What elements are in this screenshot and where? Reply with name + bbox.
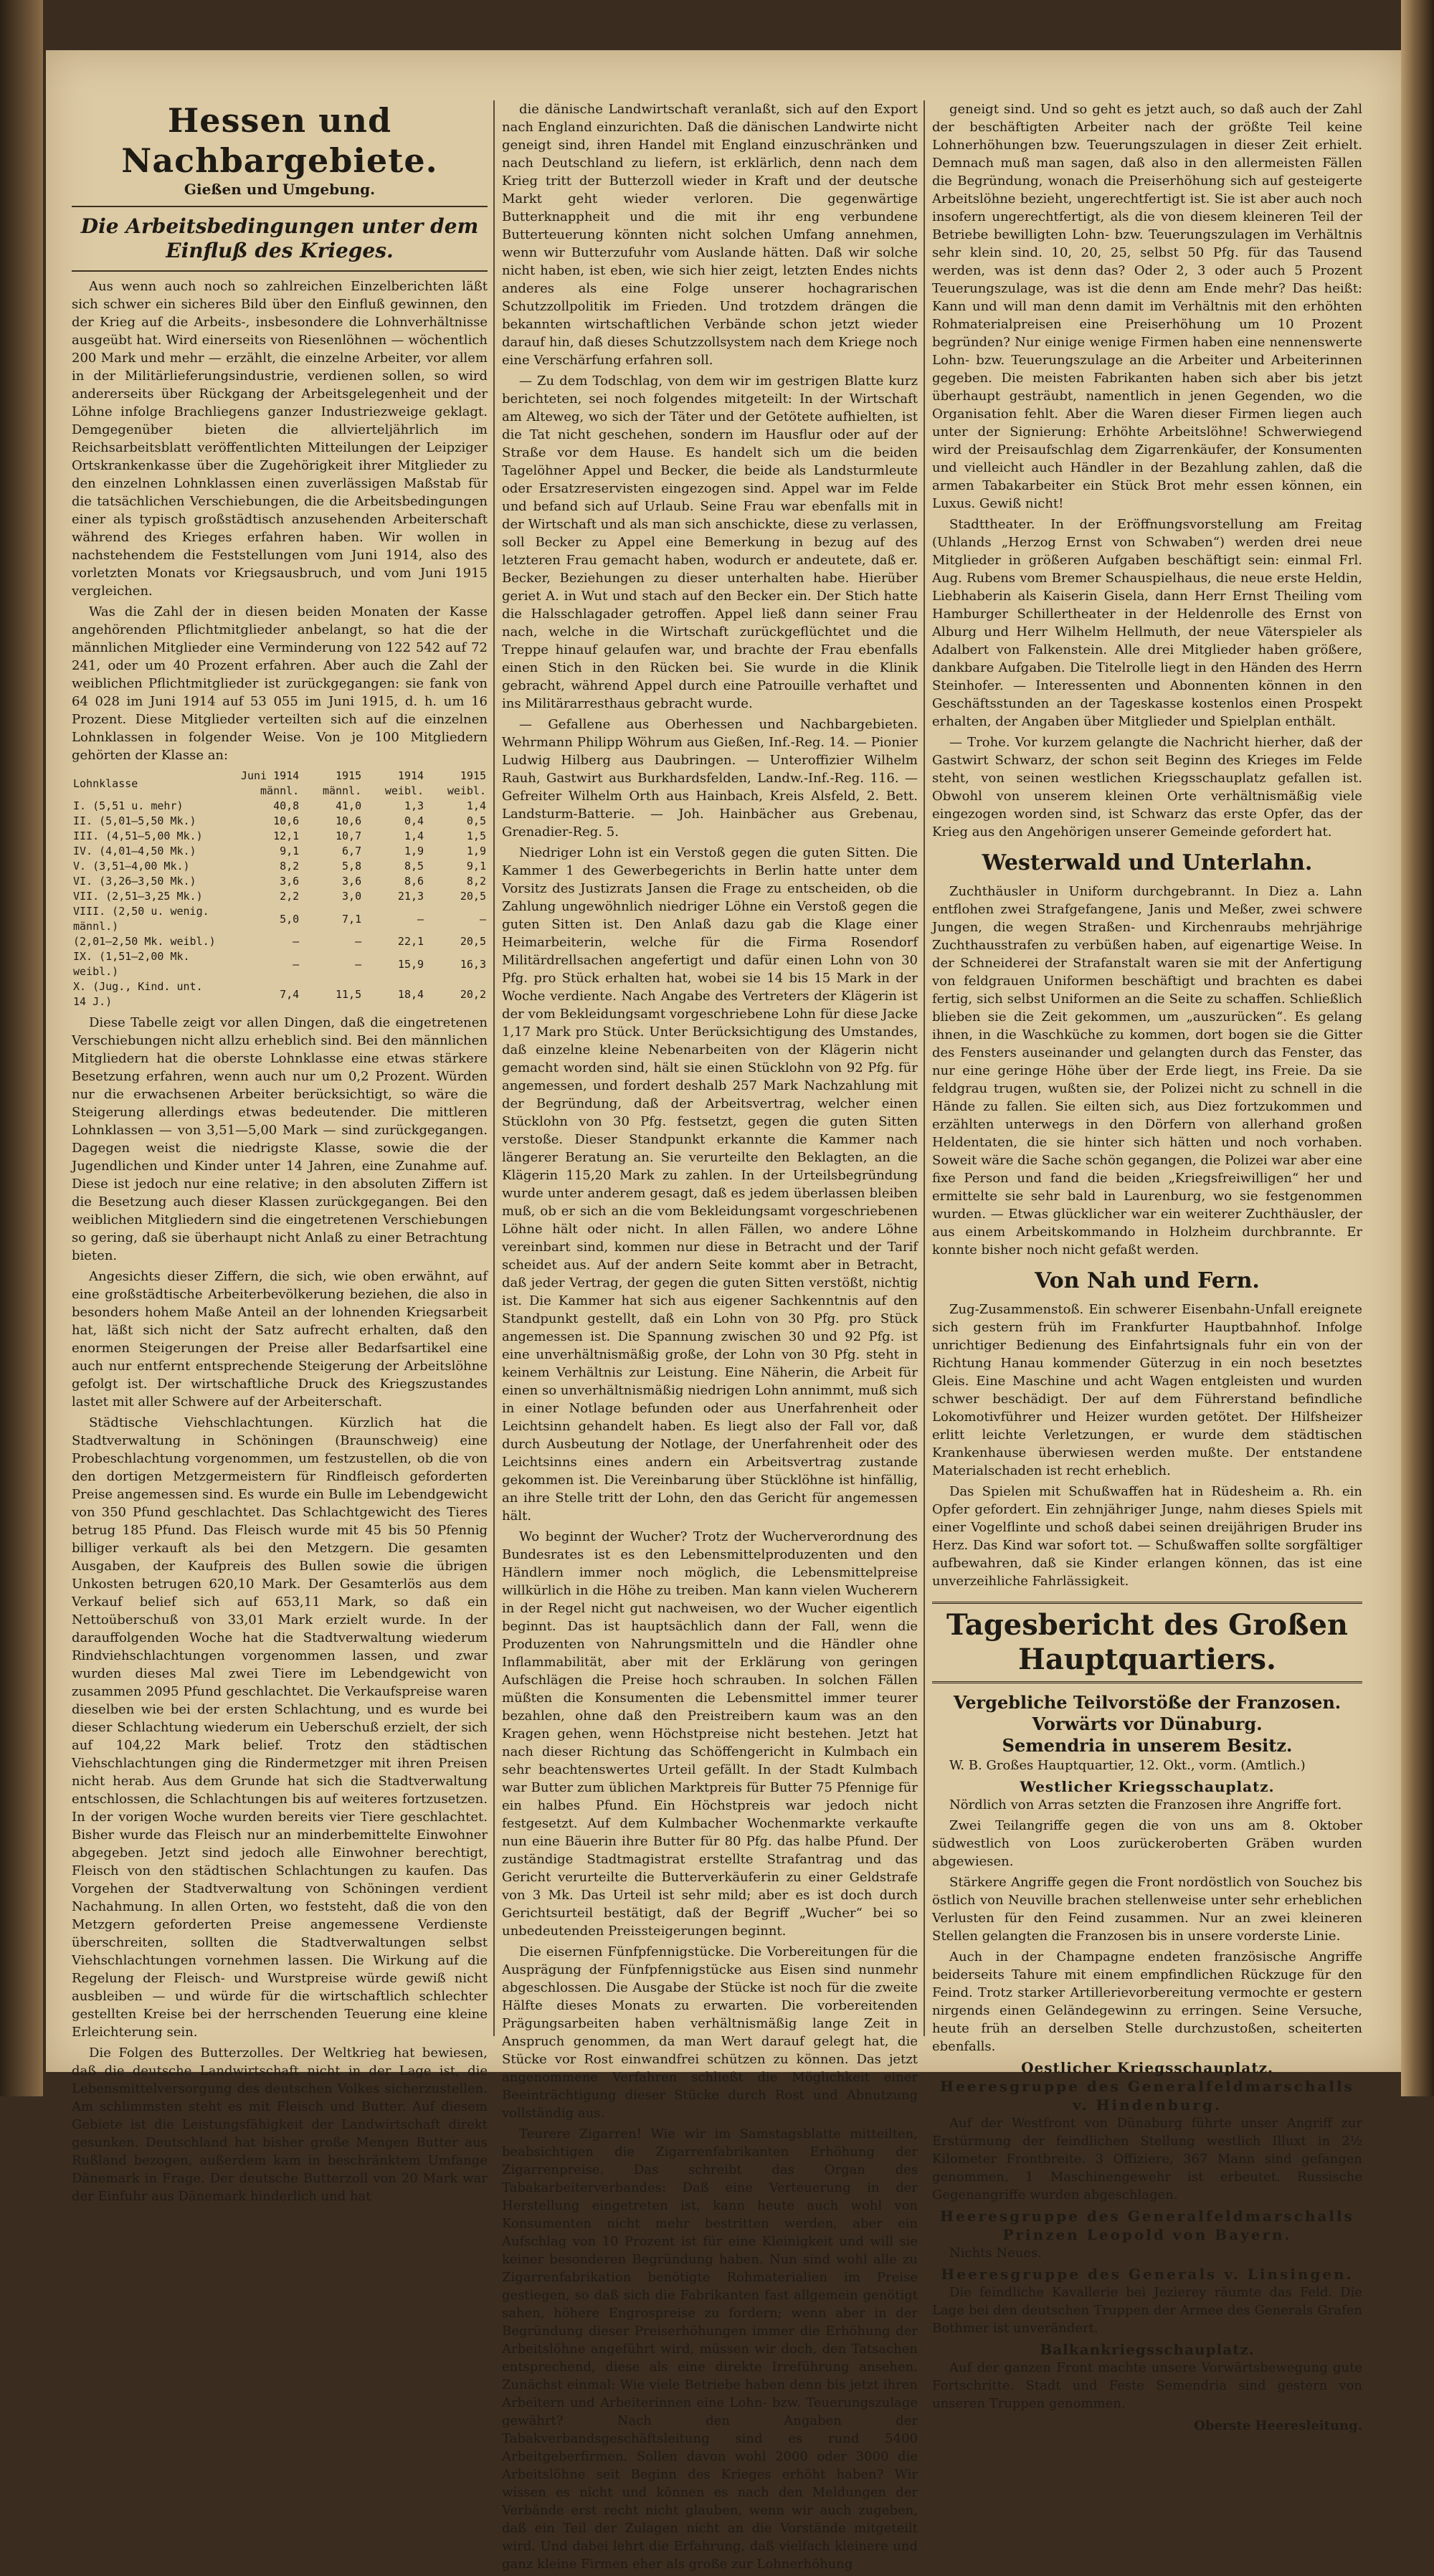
table-cell: II. (5,01—5,50 Mk.)	[73, 814, 196, 827]
report-headline: Vergebliche Teilvorstöße der Franzosen.	[953, 1692, 1342, 1713]
article-paragraph: Aus wenn auch noch so zahlreichen Einzelberichten läßt sich schwer ein sicheres Bild über den Einfluß gewinnen, den der Krieg auf die Arbeits-, insbesondere die Lohnverhältnisse ausgeübt hat. Wird einerseits von Riesenlöhnen — wöchentlich 200 Mark und mehr — erzählt, die einzelne Arbeiter, vor allem in der Militärlieferungsindustrie, verdienen sollen, so wird andererseits über Rückgang der Arbeitsgelegenheit und der Löhne infolge Brachliegens ganzer Industriezweige geklagt. Demgegenüber bieten die allvierteljährlich im Reichsarbeitsblatt veröffentlichten Mitteilungen der Leipziger Ortskrankenkasse über die Zugehörigkeit ihrer Mitglieder zu den einzelnen Lohnklassen einen zuverlässigen Maßstab für die tatsächlichen Verschiebungen, die die Arbeitsbedingungen einer als typisch großstädtisch anzusehenden Arbeiterschaft während des Krieges erfahren haben. Wir wollen in nachstehendem die Feststellungen vom Juni 1914, also des vorletzten Monats vor Kriegsausbruch, und vom Juni 1915 vergleichen.	[72, 279, 488, 599]
article-paragraph: Zuchthäusler in Uniform durchgebrannt. In Diez a. Lahn entflohen zwei Strafgefangene, Janis und Meßer, zwei schwere Jungen, die wegen Straßen- und Kirchenraubs mehrjährige Zuchthausstrafen zu verbüßen haben, auf eigenartige Weise. In der Schneiderei der Strafanstalt waren sie mit der Anfertigung von feldgrauen Uniformen beschäftigt und brachten es dabei fertig, sich selbst Uniformen an die Seite zu schaffen. Schließlich blieben sie die Zeit gekommen, um „auszurücken“. Es gelang ihnen, in die Waschküche zu kommen, dort bogen sie die Gitter des Fensters auseinander und gelangten durch das Fenster, das nur eine geringe Höhe über der Erde liegt, ins Freie. Da sie feldgrau trugen, wußten sie, der Polizei nicht zu schnell in die Hände zu fallen. Sie eilten sich, aus Diez fortzukommen und erzählten unterwegs in den Dörfern von allerhand großen Heldentaten, die sie hinter sich hätten und noch vorhaben. Soweit wäre die Sache schön gegangen, die Polizei war aber eine fixe Person und fand die beiden „Kriegsfreiwilligen“ her und ermittelte sie sehr bald in Laurenburg, wo sie festgenommen wurden. — Etwas glücklicher war ein weiterer Zuchthäusler, der aus einem Arbeitskommando in Holzheim durchbrannte. Er konnte bisher noch nicht gefaßt werden.	[932, 884, 1362, 1258]
table-header: 1914 weibl.	[384, 769, 424, 797]
article-paragraph: Die Folgen des Butterzolles. Der Weltkrieg hat bewiesen, daß die deutsche Landwirtschaft nicht in der Lage ist, die Lebensmittelversorgung des deutschen Volkes sicherzustellen. Am schlimmsten steht es mit Fleisch und Butter. Auf diesem Gebiete ist die Leistungsfähigkeit der Landwirtschaft direkt gesunken. Deutschland hat bisher große Mengen Butter aus Rußland bezogen, außerdem kam in beschränktem Umfange Dänemark in Frage. Der deutsche Butterzoll von 20 Mark war der Einfuhr aus Dänemark hinderlich und hat	[72, 2045, 488, 2204]
report-headline: Vorwärts vor Dünaburg.	[1032, 1714, 1263, 1734]
table-cell: 6,7	[342, 845, 362, 857]
article-paragraph: die dänische Landwirtschaft veranlaßt, sich auf den Export nach England einzurichten. Daß die dänischen Landwirte nicht geneigt sind, ihren Handel mit England einzuschränken und nach Deutschland zu liefern, ist erklärlich, denn nach dem Krieg tritt der Butterzoll wieder in Kraft und der deutsche Markt geht wieder verloren. Die gegenwärtige Butterknappheit und die mit ihr eng verbundene Butterteuerung könnten nicht solchen Umfang annehmen, wenn wir Butterzufuhr vom Auslande hätten. Daß wir solche nicht haben, ist eben, wie sich hier zeigt, letzten Endes nichts anderes als eine Folge unserer hochagrarischen Schutzzollpolitik im Frieden. Und trotzdem drängen die bekannten wirtschaftlichen Verbände schon jetzt wieder darauf hin, daß dieses Schutzzollsystem nach dem Kriege noch eine Verschärfung erfahren soll.	[502, 102, 918, 368]
column-divider	[923, 100, 925, 2036]
article-paragraph: Zug-Zusammenstoß. Ein schwerer Eisenbahn-Unfall ereignete sich gestern früh im Frankfurter Hauptbahnhof. Infolge unrichtiger Bedienung des Einfahrtsignals fuhr ein von der Richtung Hanau kommender Güterzug in ein noch besetztes Gleis. Eine Maschine und acht Wagen entgleisten und wurden schwer beschädigt. Der auf dem Führerstand befindliche Lokomotivführer und Heizer wurden getötet. Der Hilfsheizer erlitt leichte Verletzungen, er wurde dem städtischen Krankenhause überwiesen werden mußte. Der entstandene Materialschaden ist recht erheblich.	[932, 1302, 1362, 1478]
table-cell: 41,0	[336, 799, 362, 812]
report-headline: Semendria in unserem Besitz.	[1002, 1735, 1293, 1756]
report-paragraph: Auf der Westfront von Dünaburg führte unser Angriff zur Erstürmung der feindlichen Stellung westlich Illuxt in 2½ Kilometer Frontbreite. 3 Offiziere, 367 Mann sind gefangen genommen, 1 Maschinengewehr ist erbeutet. Russische Gegenangriffe wurden abgeschlagen.	[932, 2116, 1362, 2202]
table-row	[72, 829, 488, 844]
table-cell: I. (5,51 u. mehr)	[73, 799, 184, 812]
table-header: Juni 1914 männl.	[240, 769, 300, 797]
column-divider	[493, 100, 495, 2036]
article-paragraph: Stadttheater. In der Eröffnungsvorstellung am Freitag (Uhlands „Herzog Ernst von Schwaben“) werden drei neue Mitglieder in größeren Aufgaben beschäftigt sein: einmal Frl. Aug. Rubens vom Bremer Schauspielhaus, die neue erste Heldin, Liebhaberin als Kaiserin Gisela, dann Herr Ernst Theiling vom Hamburger Schillertheater in der Heldenrolle des Ernst von Alburg und Herr Wilhelm Hellmuth, der neue Väterspieler als Adalbert von Falkenstein. Alle drei Mitglieder haben größere, dankbare Aufgaben. Die Titelrolle liegt in den Händen des Herrn Steinhofer. — Interessenten und Abonnenten können in den Geschäftsstunden an der Tageskasse kostenlos einen Prospekt erhalten, der Angaben über Mitglieder und Spielplan enthält.	[932, 517, 1362, 729]
article-paragraph: — Zu dem Todschlag, von dem wir im gestrigen Blatte kurz berichteten, sei noch folgendes mitgeteilt: In der Wirtschaft am Alteweg, wo sich der Täter und der Getötete aufhielten, ist die Tat nicht geschehen, sondern im Hausflur oder auf der Straße vor dem Hause. Es handelt sich um die beiden Tagelöhner Appel und Becker, die beide als Landsturmleute oder Ersatzreservisten eingezogen sind. Appel war im Felde und befand sich auf Urlaub. Seine Frau war ebenfalls mit in der Wirtschaft und als man sich anschickte, diese zu verlassen, soll Becker zu Appel eine Bemerkung in bezug auf des letzteren Frau gemacht haben, wodurch er andeutete, daß er. Becker, Beziehungen zu dieser unterhalten habe. Hierüber geriet A. in Wut und stach auf den Becker ein. Der Stich hatte die Halsschlagader getroffen. Appel ließ dann seiner Frau nach, welche in die Wirtschaft zurückgeflüchtet und die Treppe hinauf gelaufen war, und brachte der Frau ebenfalls einen Stich in den Rücken bei. Sie wurde in die Klinik gebracht, während Appel durch eine Patrouille verhaftet und ins Militärarresthaus gebracht wurde.	[502, 374, 918, 711]
table-cell: 1,3	[404, 799, 424, 812]
article-paragraph: Angesichts dieser Ziffern, die sich, wie oben erwähnt, auf eine großstädtische Arbeiterbevölkerung beziehen, die also in besonders hohem Maße Anteil an der lohnenden Kriegsarbeit hat, läßt sich nicht der Satz aufrecht erhalten, daß den enormen Steigerungen der Preise aller Bedarfsartikel eine auch nur entfernt entsprechende Steigerung der Arbeitslöhne gefolgt ist. Der wirtschaftliche Druck des Kriegszustandes lastet mit aller Schwere auf der Arbeiterschaft.	[72, 1269, 488, 1410]
table-cell: 1,9	[404, 845, 424, 857]
table-row	[72, 979, 488, 1009]
table-cell: 10,6	[273, 814, 300, 827]
table-cell: 7,4	[280, 987, 300, 1001]
article-paragraph: Die eisernen Fünfpfennigstücke. Die Vorbereitungen für die Ausprägung der Fünfpfennigstücke aus Eisen sind nunmehr abgeschlossen. Die Ausgabe der Stücke ist noch für die zweite Hälfte dieses Monats zu erwarten. Die vorbereitenden Prägungsarbeiten haben verhältnismäßig lange Zeit in Anspruch genommen, da man Wert darauf gelegt hat, die Stücke vor Rost einwandfrei schützen zu können. Das jetzt angenommene Verfahren schließt die Möglichkeit einer Beeinträchtigung dieser Stücke durch Rost und Abnutzung vollständig aus.	[502, 1944, 918, 2121]
table-cell: IV. (4,01—4,50 Mk.)	[73, 845, 196, 857]
table-cell: III. (4,51—5,00 Mk.)	[73, 830, 203, 842]
report-army-group: Heeresgruppe des Generalfeldmarschalls v. Hindenburg.	[940, 2078, 1354, 2114]
daily-report-title: Tagesbericht des Großen Hauptquartiers.	[932, 1602, 1362, 1683]
article-paragraph: Niedriger Lohn ist ein Verstoß gegen die guten Sitten. Die Kammer 1 des Gewerbegerichts in Berlin hatte unter dem Vorsitz des Justizrats Jansen die Frage zu entscheiden, ob die Zahlung ungewöhnlich niedriger Löhne ein Verstoß gegen die guten Sitten ist. Den Anlaß dazu gab die Klage einer Heimarbeiterin, welche für die Firma Rosendorf Militärdrellsachen angefertigt und dafür einen Lohn von 30 Pfg. pro Stück erhalten hat, wobei sie 14 bis 15 Mark in der Woche verdiente. Nach Angabe des Vertreters der Klägerin ist der vom Bekleidungsamt vorgeschriebene Lohn für diese Jacke 1,17 Mark pro Stück. Unter Berücksichtigung des Umstandes, daß einzelne kleine Nebenarbeiten von der Klägerin nicht gemacht worden sind, hält sie einen Stücklohn von 92 Pfg. für angemessen, und fordert deshalb 257 Mark Nachzahlung mit der Begründung, daß der Arbeitsvertrag, welcher einen Stücklohn von 30 Pfg. festsetzt, gegen die guten Sitten verstoße. Dieser Standpunkt erkannte die Kammer nach längerer Beratung an. Sie verurteilte den Beklagten, an die Klägerin 115,20 Mark zu zahlen. In der Urteilsbegründung wurde unter anderem gesagt, daß es jedem überlassen bleiben muß, ob er sich an die vom Bekleidungsamt vorgeschriebenen Löhne hält oder nicht. In allen Fällen, wo andere Löhne vereinbart sind, kommen nur diese in Betracht und der Tarif scheidet aus. Auf der andern Seite kommt aber in Betracht, daß jeder Vertrag, der gegen die guten Sitten verstößt, nichtig ist. Die Kammer hat sich aus eigener Sachkenntnis auf den Standpunkt gestellt, daß ein Lohn von 30 Pfg. pro Stück angemessen ist. Die Spannung zwischen 30 und 92 Pfg. ist eine unverhältnismäßig große, der Lohn von 30 Pfg. steht in keinem Verhältnis zur Leistung. Eine Näherin, die Arbeit für einen so unverhältnismäßig niedrigen Lohn annimmt, muß sich in einer Notlage befunden oder aus Unerfahrenheit oder Leichtsinn gehandelt haben. Es liegt also der Fall vor, daß durch Ausbeutung der Notlage, der Unerfahrenheit oder des Leichtsinns eines andern ein Arbeitsvertrag zustande gekommen ist. Die Vereinbarung über Stücklöhne ist hinfällig, an ihre Stelle tritt der Lohn, den das Gericht für angemessen hält.	[502, 845, 918, 1524]
report-army-group: Heeresgruppe des Generals v. Linsingen.	[941, 2266, 1354, 2283]
article-paragraph: Wo beginnt der Wucher? Trotz der Wucherverordnung des Bundesrates ist es den Lebensmittelproduzenten und den Händlern immer noch möglich, die Lebensmittelpreise willkürlich in die Höhe zu treiben. Man kann vielen Wucherern in der Regel nicht gut nachweisen, wo der Wucher eigentlich beginnt. Das ist hauptsächlich dann der Fall, wenn die Produzenten von Nahrungsmitteln und die Händler ohne Inflammabilität, aber mit der Erklärung von geringen Aufschlägen die Preise hoch schrauben. In solchen Fällen müßten die Konsumenten die Lebensmittel immer teurer bezahlen, ohne daß den Preistreibern kaum was an den Kragen gehen, wenn Höchstpreise nicht bestehen. Jetzt hat nach dieser Richtung das Schöffengericht in Kulmbach ein sehr beachtenswertes Urteil gefällt. In der Stadt Kulmbach war Butter zum üblichen Marktpreis für Butter 75 Pfennige für ein halbes Pfund. Ein Höchstpreis war jedoch nicht festgesetzt. Auf dem Kulmbacher Wochenmarkte verkaufte nun eine Bäuerin ihre Butter für 80 Pfg. das halbe Pfund. Der zuständige Stadtmagistrat erstellte Strafantrag und das Gericht verurteilte die Butterverkäuferin zu einer Geldstrafe von 3 Mk. Das Urteil ist sehr mild; aber es ist doch durch Gerichtsurteil bestätigt, daß der Begriff „Wucher“ bei so unbedeutenden Preissteigerungen beginnt.	[502, 1529, 918, 1939]
table-cell: 7,1	[342, 912, 362, 926]
report-paragraph: Nördlich von Arras setzten die Franzosen ihre Angriffe fort.	[949, 1797, 1342, 1812]
table-cell: 21,3	[397, 890, 424, 903]
table-header-row	[72, 769, 488, 799]
report-paragraph: Zwei Teilangriffe gegen die von uns am 8. Oktober südwestlich von Loos zurückeroberten Gräben wurden abgewiesen.	[932, 1818, 1362, 1869]
newspaper-page	[46, 50, 1401, 2572]
column-2	[502, 100, 918, 2576]
binding-edge-left	[0, 0, 43, 2096]
report-subheading: Oestlicher Kriegsschauplatz.	[1021, 2059, 1273, 2076]
table-cell: (2,01—2,50 Mk. weibl.)	[73, 935, 216, 948]
column-3	[932, 100, 1362, 2435]
table-cell: 1,9	[466, 845, 486, 857]
table-row	[72, 874, 488, 889]
table-row	[72, 904, 488, 934]
column-1	[72, 100, 488, 2208]
table-header: 1915 männl.	[322, 769, 362, 797]
table-header: Lohnklasse	[73, 776, 138, 790]
table-cell: 1,4	[466, 799, 486, 812]
table-cell: 2,2	[280, 890, 300, 903]
report-dateline: W. B. Großes Hauptquartier, 12. Okt., vorm. (Amtlich.)	[949, 1758, 1306, 1773]
table-cell: 9,1	[466, 860, 486, 873]
table-cell: 8,2	[466, 875, 486, 888]
table-cell: 40,8	[273, 799, 300, 812]
report-paragraph: Auf der ganzen Front machte unsere Vorwärtsbewegung gute Fortschritte. Stadt und Feste Semendria sind gestern von unseren Truppen genommen.	[932, 2360, 1362, 2411]
article-paragraph: — Gefallene aus Oberhessen und Nachbargebieten. Wehrmann Philipp Wöhrum aus Gießen, Inf.-Reg. 14. — Pionier Ludwig Hilberg aus Daubringen. — Unteroffizier Wilhelm Rauh, Gastwirt aus Burkhardsfelden, Landw.-Inf.-Reg. 116. — Gefreiter Wilhelm Orth aus Hainbach, Kreis Alsfeld, 2. Bett. Landsturm-Batterie. — Joh. Hainbächer aus Grebenau, Grenadier-Reg. 5.	[502, 717, 918, 840]
table-cell: 22,1	[397, 935, 424, 948]
article-paragraph: Das Spielen mit Schußwaffen hat in Rüdesheim a. Rh. ein Opfer gefordert. Ein zehnjähriger Junge, nahm dieses Spiels mit einer Vogelflinte und schoß dabei seinen dreijährigen Bruder ins Herz. Das Kind war sofort tot. — Schußwaffen sollte sorgfältiger aufbewahren, daß sie Kinder erlangen können, das ist eine unverzeihliche Fahrlässigkeit.	[932, 1484, 1362, 1589]
table-cell: —	[479, 912, 486, 926]
article-paragraph: — Trohe. Vor kurzem gelangte die Nachricht hierher, daß der Gastwirt Schwarz, der schon seit Beginn des Krieges im Felde steht, von seinen westlichen Kriegsschauplatz gefallen ist. Obwohl von unserem kleinen Orte verhältnismäßig viele eingezogen worden sind, ist Schwarz das erste Opfer, das der Krieg aus den Angehörigen unserer Gemeinde gefordert hat.	[932, 735, 1362, 840]
article-headline: Die Arbeitsbedingungen unter dem Einfluß des Krieges.	[80, 214, 479, 262]
article-paragraph: Städtische Viehschlachtungen. Kürzlich hat die Stadtverwaltung in Schöningen (Braunschweig) eine Probeschlachtung vorgenommen, um festzustellen, ob die von den dortigen Metzgermeistern für Rindfleisch geforderten Preise angemessen sind. Es wurde ein Bulle im Lebendgewicht von 350 Pfund geschlachtet. Das Schlachtgewicht des Tieres betrug 185 Pfund. Das Fleisch wurde mit 45 bis 50 Pfennig billiger verkauft als bei den Metzgern. Die gesamten Ausgaben, der Kaufpreis des Bullen sowie die übrigen Unkosten betrugen 620,10 Mark. Der Gesamterlös aus dem Verkauf belief sich auf 653,11 Mark, so daß ein Nettoüberschuß von 33,01 Mark erzielt wurde. In der darauffolgenden Woche hat die Stadtverwaltung wiederum Rindviehschlachtungen vorgenommen lassen, und zwar wurden dieses Mal zwei Tiere im Lebendgewicht von zusammen 2095 Pfund geschlachtet. Die Verkaufspreise waren dieselben wie bei der ersten Schlachtung, und es wurde bei dieser Schlachtung wiederum ein Ueberschuß erzielt, der sich auf 104,22 Mark belief. Trotz den städtischen Viehschlachtungen ging die Rindermetzger mit ihren Preisen nicht herab. Aus dem Grunde hat sich die Stadtverwaltung entschlossen, die Schlachtungen bis auf weiteres fortzusetzen. In der vorigen Woche wurden bereits vier Tiere geschlachtet. Bisher wurde das Fleisch nur an minderbemittelte Einwohner abgegeben. Jetzt sind jedoch alle Einwohner berechtigt, Fleisch von den städtischen Schlachtungen zu kaufen. Das Vorgehen der Stadtverwaltung von Schöningen verdient Nachahmung. In allen Orten, wo feststeht, daß die von den Metzgern geforderten Preise angemessene Verdienste überschreiten, sollten die Stadtverwaltungen selbst Viehschlachtungen vornehmen lassen. Die Wirkung auf die Regelung der Fleisch- und Wurstpreise würde gewiß nicht ausbleiben — und würde für die wirtschaftlich schlechter gestellten Kreise bei der herrschenden Teuerung eine kleine Erleichterung sein.	[72, 1415, 488, 2040]
table-cell: 3,0	[342, 890, 362, 903]
divider	[72, 206, 488, 207]
table-cell: VII. (2,51—3,25 Mk.)	[73, 890, 203, 903]
report-paragraph: Nichts Neues.	[949, 2245, 1042, 2261]
table-cell: X. (Jug., Kind. unt. 14 J.)	[73, 980, 203, 1008]
table-cell: 0,4	[404, 814, 424, 827]
table-cell: 1,4	[404, 830, 424, 842]
report-paragraph: Auch in der Champagne endeten französische Angriffe beiderseits Tahure mit einem empfindlichen Rückzuge für den Feind. Trotz starker Artillerievorbereitung vermochte er gestern nirgends einen Geländegewinn zu erringen. Seine Versuche, heute früh an derselben Stelle durchzustoßen, scheiterten ebenfalls.	[932, 1949, 1362, 2054]
table-row	[72, 814, 488, 829]
table-header: 1915 weibl.	[447, 769, 486, 797]
table-cell: 8,5	[404, 860, 424, 873]
table-row	[72, 949, 488, 979]
table-row	[72, 844, 488, 859]
table-body	[72, 799, 488, 1009]
divider	[72, 270, 488, 272]
table-cell: 3,6	[342, 875, 362, 888]
table-cell: 8,2	[280, 860, 300, 873]
article-paragraph: Teurere Zigarren! Wie wir im Samstagsblatte mitteilten, beabsichtigen die Zigarrenfabrikanten Erhöhung der Zigarrenpreise. Das schreibt das Organ des Tabakarbeiterverbandes: Daß eine Verteuerung in der Herstellung eingetreten ist, kann heute auch wohl von Konsumenten nicht mehr bestritten werden, aber ein Aufschlag von 10 Prozent ist für eine Kleinigkeit und will sie keiner besonderen Begründung haben. Nun sind wohl alle zu Zigarrenfabrikation benötigte Rohmaterialien im Preise gestiegen, so daß sich die Fabrikanten fast allgemein genötigt sahen, höhere Engrospreise zu fordern; wenn aber in der Begründung dieser Preiserhöhungen immer die Erhöhung der Arbeitslöhne angeführt wird, müssen wir doch, den Tatsachen entsprechend, diese als eine direkte Irreführung ansehen. Zunächst einmal: Wie viele Betriebe haben denn bis jetzt ihren Arbeitern und Arbeiterinnen eine Lohn- bzw. Teuerungszulage gewährt? Nach den Angaben der Tabakverbandsgeschäftsleitung sind es rund 5400 Arbeitgeberfirmen. Sollen davon wohl 2000 oder 3000 die Arbeitslöhne seit Beginn des Krieges erhöht haben? Wir wissen es nicht und können es nach den Meldungen der Verbände erst recht nicht glauben, wenn wir auch zugeben, daß ein Teil der Zulagen nicht an die Vorstände mitgeteilt wird. Und dabei lehrt die Erfahrung, daß vielfach kleinere und ganz kleine Firmen eher als große zur Lohnerhöhung	[502, 2126, 918, 2572]
wage-class-table	[72, 769, 488, 1009]
table-cell: —	[293, 935, 300, 948]
table-cell: 20,5	[460, 890, 486, 903]
report-army-group: Heeresgruppe des Generalfeldmarschalls Prinzen Leopold von Bayern.	[940, 2207, 1354, 2243]
report-paragraph: Die feindliche Kavallerie bei Jezierey räumte das Feld. Die Lage bei den deutschen Truppen der Armee des Generals Grafen Bothmer ist unverändert.	[932, 2285, 1362, 2336]
table-cell: 10,7	[336, 830, 362, 842]
section-masthead: Hessen und Nachbargebiete.	[121, 101, 438, 180]
table-cell: —	[293, 957, 300, 971]
article-paragraph: Was die Zahl der in diesen beiden Monaten der Kasse angehörenden Pflichtmitglieder anbelangt, so hat die der männlichen Mitglieder eine Verminderung von 122 542 auf 72 241, oder um 40 Prozent erfahren. Aber auch die Zahl der weiblichen Pflichtmitglieder ist zurückgegangen: sie fank von 64 028 im Juni 1914 auf 53 055 im Juni 1915, d. h. um 16 Prozent. Diese Mitglieder verteilten sich auf die einzelnen Lohnklassen in folgender Weise. Von je 100 Mitgliedern gehörten der Klasse an:	[72, 604, 488, 763]
table-row	[72, 889, 488, 904]
table-cell: 1,5	[466, 830, 486, 842]
table-cell: VIII. (2,50 u. wenig. männl.)	[73, 905, 209, 933]
table-cell: 11,5	[336, 987, 362, 1001]
table-cell: IX. (1,51—2,00 Mk. weibl.)	[73, 950, 190, 978]
table-cell: 16,3	[460, 957, 486, 971]
table-cell: 0,5	[466, 814, 486, 827]
page-stack-edge-right	[1401, 0, 1434, 2096]
report-subheading: Westlicher Kriegsschauplatz.	[1020, 1778, 1275, 1795]
table-cell: 20,2	[460, 987, 486, 1001]
table-cell: 20,5	[460, 935, 486, 948]
table-cell: 5,8	[342, 860, 362, 873]
table-cell: 18,4	[397, 987, 424, 1001]
table-cell: VI. (3,26—3,50 Mk.)	[73, 875, 196, 888]
table-cell: —	[355, 957, 362, 971]
table-cell: 10,6	[336, 814, 362, 827]
section-heading-westerwald: Westerwald und Unterlahn.	[982, 850, 1313, 875]
article-paragraph: Diese Tabelle zeigt vor allen Dingen, daß die eingetretenen Verschiebungen nicht allzu erheblich sind. Bei den männlichen Mitgliedern hat die oberste Lohnklasse eine etwas stärkere Besetzung erfahren, wenn auch nur um 0,2 Prozent. Würden nur die erwachsenen Arbeiter berücksichtigt, so wäre die Steigerung allerdings etwas bedeutender. Die mittleren Lohnklassen — von 3,51—5,00 Mark — sind zurückgegangen. Dagegen weist die niedrigste Klasse, sowie die der Jugendlichen und Kinder unter 14 Jahren, eine Zunahme auf. Diese ist jedoch nur eine relative; in den absoluten Ziffern ist die Besetzung auch dieser Klassen zurückgegangen. Bei den weiblichen Mitgliedern sind die eingetretenen Verschiebungen so gering, daß sie überhaupt nicht Anlaß zu einer Betrachtung bieten.	[72, 1015, 488, 1263]
table-cell: 9,1	[280, 845, 300, 857]
table-cell: —	[417, 912, 424, 926]
table-row	[72, 859, 488, 874]
article-paragraph: geneigt sind. Und so geht es jetzt auch, so daß auch der Zahl der beschäftigten Arbeiter nach der größte Teil keine Lohnerhöhungen bzw. Teuerungszulagen in dieser Zeit erhielt. Demnach muß man sagen, daß also in den allermeisten Fällen die Begründung, wonach die Preiserhöhung sich auf gesteigerte Arbeitslöhne bezieht, ungerechtfertigt ist. Sie ist aber auch noch insofern ungerechtfertigt, als die von diesem kleineren Teil der Betriebe bewilligten Lohn- bzw. Teuerungszulagen im Verhältnis sehr klein sind. 10, 20, 25, selbst 50 Pfg. für das Tausend werden, was ist denn das? Oder 2, 3 oder auch 5 Prozent Teuerungszulage, was ist die denn am Ende mehr? Das heißt: Kann und will man denn damit im Verhältnis mit den erhöhten Rohmaterialpreisen eine Preiserhöhung um 10 Prozent begründen? Nur einige wenige Firmen haben eine nennenswerte Lohn- bzw. Teuerungszulage an die Arbeiter und Arbeiterinnen gegeben. Die meisten Fabrikanten haben sich aber bis jetzt überhaupt gesträubt, namentlich in jenen Gegenden, wo die Organisation fehlt. Aber die Waren dieser Firmen liegen auch unter der Signierung: Erhöhte Arbeitslöhne! Schwerwiegend wird der Preisaufschlag dem Zigarrenkäufer, der Konsumenten und vielleicht auch Händler in der Bezahlung zahlen, daß die armen Tabakarbeiter ein Stück Brot mehr essen können, ein Luxus. Gewiß nicht!	[932, 102, 1362, 511]
table-row	[72, 799, 488, 814]
table-cell: —	[355, 935, 362, 948]
report-signature: Oberste Heeresleitung.	[1194, 2418, 1362, 2433]
section-heading-nah-fern: Von Nah und Fern.	[1035, 1268, 1260, 1293]
section-subtitle: Gießen und Umgebung.	[184, 181, 376, 198]
report-paragraph: Stärkere Angriffe gegen die Front nordöstlich von Souchez bis östlich von Neuville brachen stellenweise unter sehr erheblichen Verlusten für den Feind zusammen. Nur an zwei kleineren Stellen gelangten die Franzosen bis in unsere vorderste Linie.	[932, 1875, 1362, 1944]
table-row	[72, 934, 488, 949]
report-subheading: Balkankriegsschauplatz.	[1040, 2341, 1255, 2358]
table-cell: 15,9	[397, 957, 424, 971]
table-cell: 8,6	[404, 875, 424, 888]
table-cell: V. (3,51—4,00 Mk.)	[73, 860, 190, 873]
table-cell: 12,1	[273, 830, 300, 842]
table-cell: 3,6	[280, 875, 300, 888]
table-cell: 5,0	[280, 912, 300, 926]
